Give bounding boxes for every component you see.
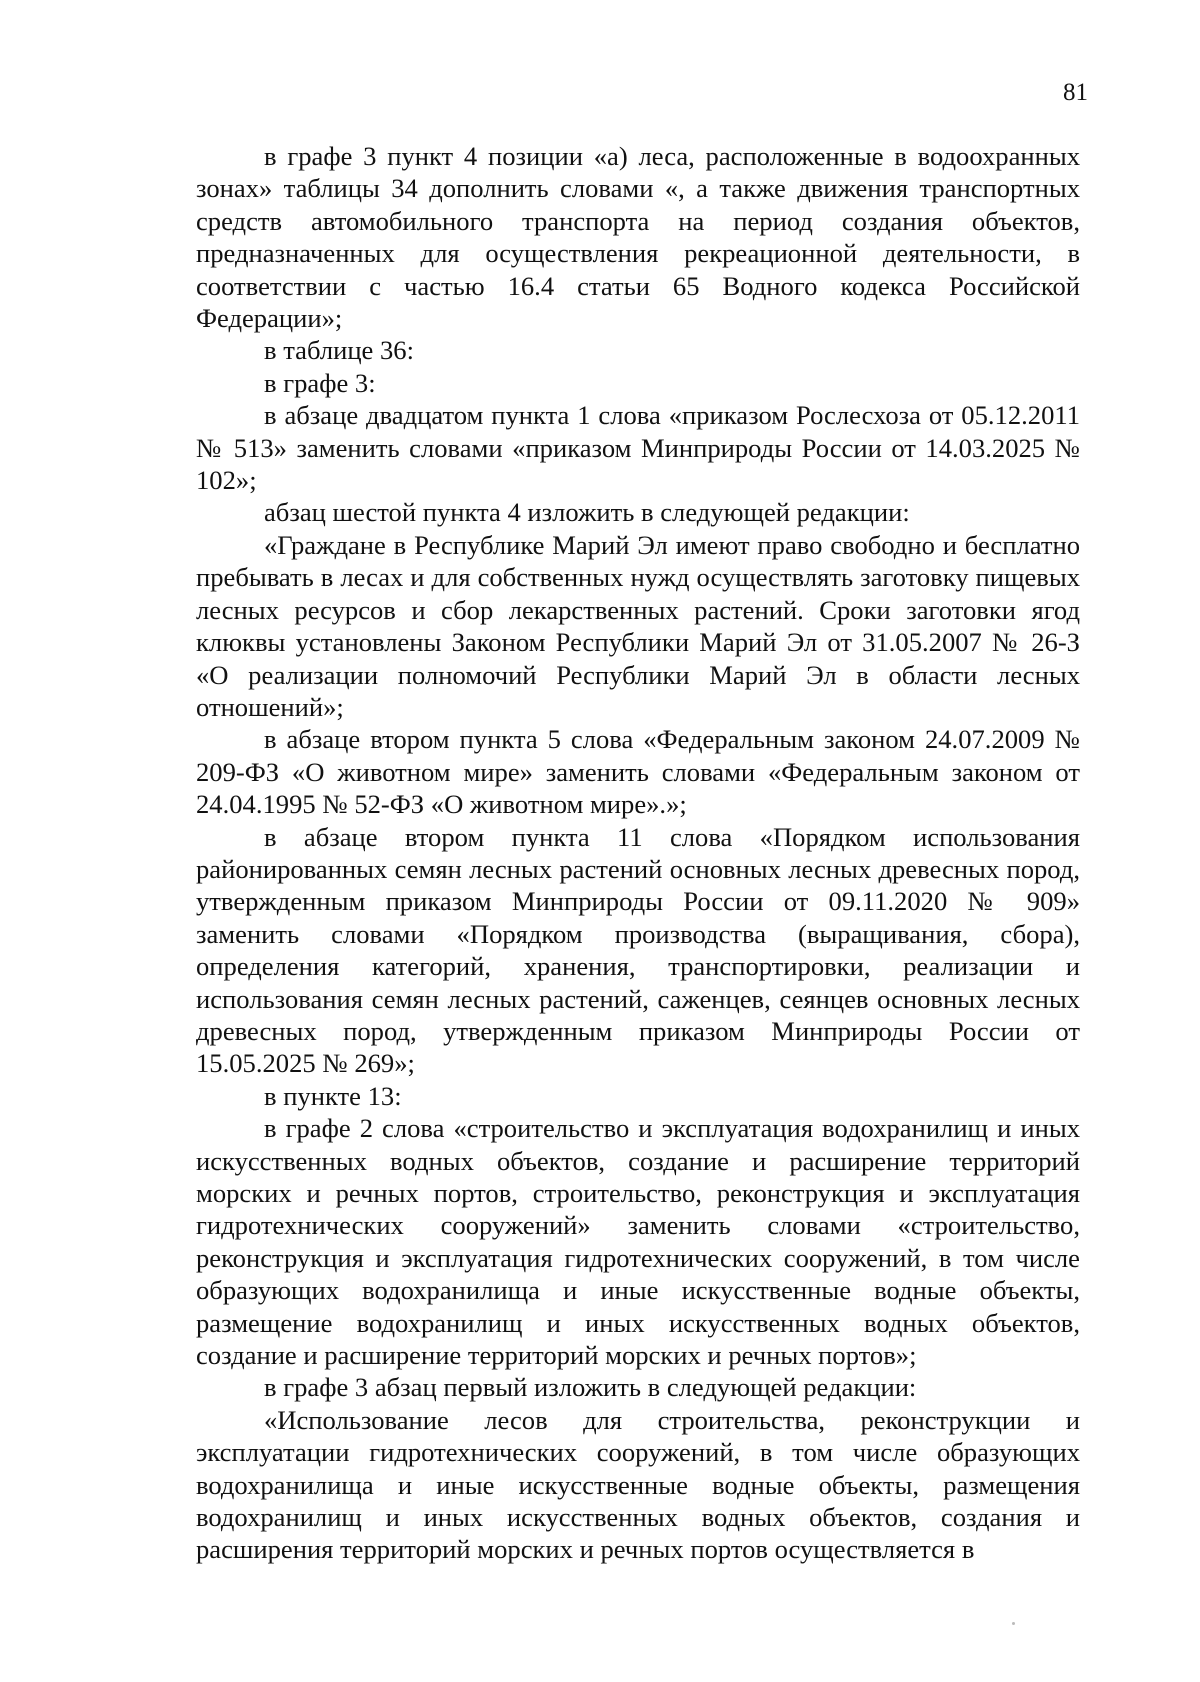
paragraph-column2-amendment: в графе 2 слова «строительство и эксплуатация водохранилищ и иных искусственных водных объектов, создание и расширение территорий морских и речных портов, строительство, реконструкция и эксплуатация гидротехнических сооружений» заменить словами «строительство, реконструкция и эксплуатация гидротехнических сооружений, в том числе образующих водохранилища и иные искусственные водные объекты, размещение водохранилищ и иных искусственных водных объектов, создание и расширение территорий морских и речных портов»; [196,1113,1080,1371]
paragraph-column3-intro: в графе 3 абзац первый изложить в следующей редакции: [264,1372,917,1403]
paragraph-point5-amendment: в абзаце втором пункта 5 слова «Федеральным законом 24.07.2009 № 209-ФЗ «О животном мире» заменить словами «Федеральным законом от 24.04.1995 № 52-ФЗ «О животном мире».»; [196,724,1080,820]
paragraph-point4-new-text: «Граждане в Республике Марий Эл имеют право свободно и бесплатно пребывать в лесах и для собственных нужд осуществлять заготовку пищевых лесных ресурсов и сбор лекарственных растений. Сроки заготовки ягод клюквы установлены Законом Республики Марий Эл от 31.05.2007 № 26-З «О реализации полномочий Республики Марий Эл в области лесных отношений»; [196,529,1080,722]
paragraph-point11-amendment: в абзаце втором пункта 11 слова «Порядком использования районированных семян лесных растений основных лесных древесных пород, утвержденным приказом Минприроды России от 09.11.2020 № 909» заменить словами «Порядком производства (выращивания, сбора), определения категорий, хранения, транспортировки, реализации и использования семян лесных растений, саженцев, сеянцев основных лесных древесных пород, утвержденным приказом Минприроды России от 15.05.2025 № 269»; [196,821,1080,1079]
paragraph-column3-new-text: «Использование лесов для строительства, реконструкции и эксплуатации гидротехнических сооружений, в том числе образующих водохранилища и иные искусственные водные объекты, размещения водохранилищ и иных искусственных водных объектов, создания и расширения территорий морских и речных портов осуществляется в [196,1404,1080,1565]
document-body [196,140,1080,1566]
paragraph-point1-amendment: в абзаце двадцатом пункта 1 слова «приказом Рослесхоза от 05.12.2011 № 513» заменить словами «приказом Минприроды России от 14.03.2025 № 102»; [196,400,1080,496]
paragraph-point13-heading: в пункте 13: [264,1080,402,1111]
paragraph-column3-heading: в графе 3: [264,367,376,398]
scan-speck [1012,1622,1015,1625]
paragraph-table34-amendment: в графе 3 пункт 4 позиции «а) леса, расположенные в водоохранных зонах» таблицы 34 дополнить словами «, а также движения транспортных средств автомобильного транспорта на период создания объектов, предназначенных для осуществления рекреационной деятельности, в соответствии с частью 16.4 статьи 65 Водного кодекса Российской Федерации»; [196,141,1080,334]
page-number: 81 [1063,79,1088,106]
paragraph-point4-intro: абзац шестой пункта 4 изложить в следующей редакции: [264,497,910,528]
paragraph-table36-heading: в таблице 36: [264,335,414,366]
